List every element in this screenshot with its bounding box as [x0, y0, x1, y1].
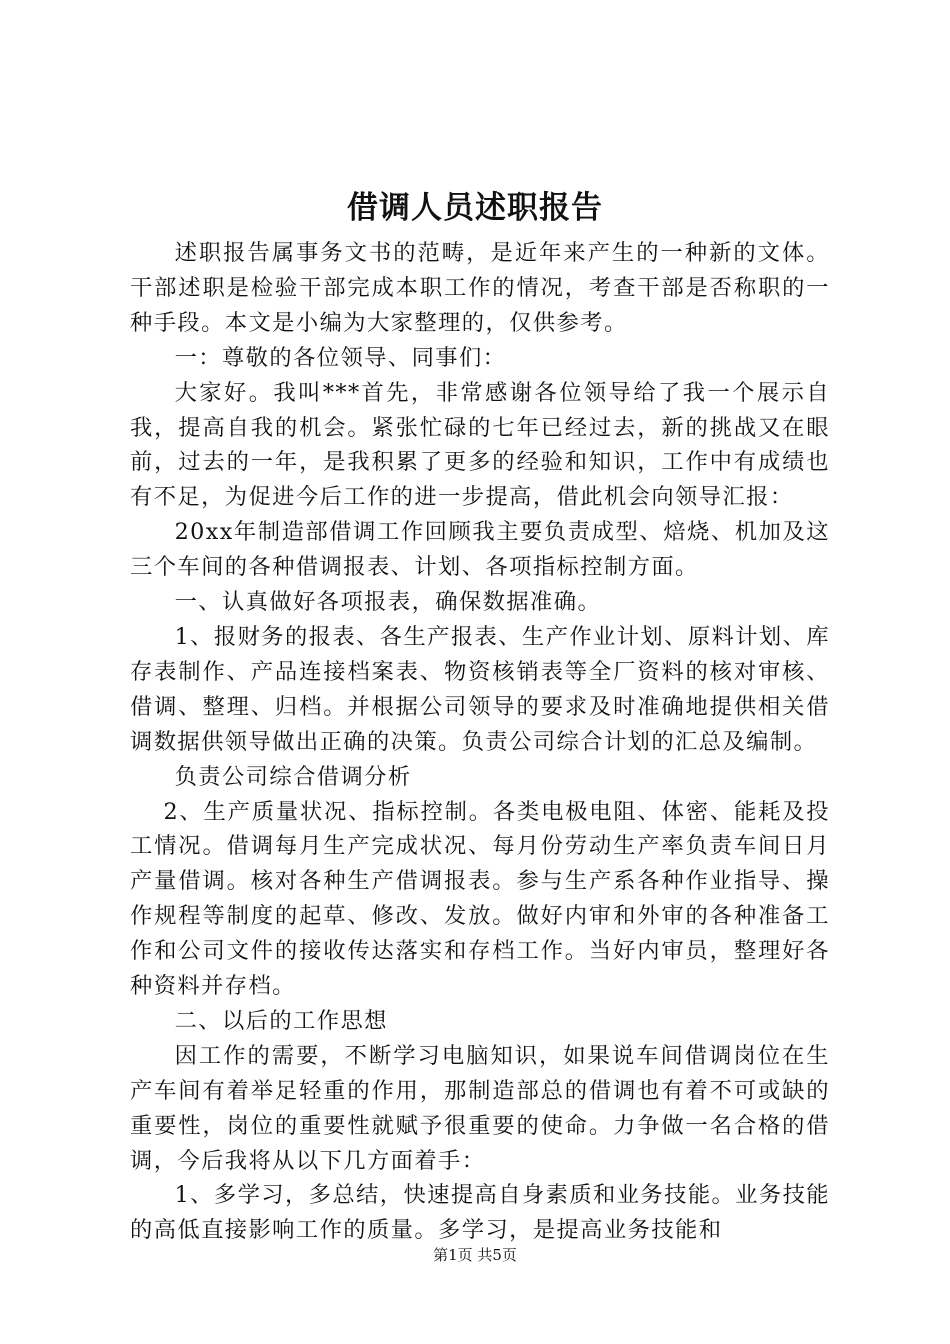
document-body	[130, 236, 830, 1248]
section-heading-1: 一、认真做好各项报表，确保数据准确。	[174, 589, 602, 616]
paragraph-analysis: 负责公司综合借调分析	[174, 763, 412, 790]
paragraph-intro: 述职报告属事务文书的范畴，是近年来产生的一种新的文体。干部述职是检验干部完成本职工作的情况，考查干部是否称职的一种手段。本文是小编为大家整理的，仅供参考。	[130, 240, 830, 336]
paragraph-review: 20xx年制造部借调工作回顾我主要负责成型、焙烧、机加及这三个车间的各种借调报表、计划、各项指标控制方面。	[130, 519, 830, 581]
paragraph-greeting: 一：尊敬的各位领导、同事们：	[174, 344, 507, 371]
document-title: 借调人员述职报告	[347, 190, 603, 226]
paragraph-item-1: 1、报财务的报表、各生产报表、生产作业计划、原料计划、库存表制作、产品连接档案表、物资核销表等全厂资料的核对审核、借调、整理、归档。并根据公司领导的要求及时准确地提供相关借调数据供领导做出正确的决策。负责公司综合计划的汇总及编制。	[130, 623, 830, 755]
paragraph-plan: 因工作的需要，不断学习电脑知识，如果说车间借调岗位在生产车间有着举足轻重的作用，那制造部总的借调也有着不可或缺的重要性，岗位的重要性就赋予很重要的使命。力争做一名合格的借调，今后我将从以下几方面着手：	[130, 1042, 830, 1174]
paragraph-opening: 大家好。我叫***首先，非常感谢各位领导给了我一个展示自我，提高自我的机会。紧张忙碌的七年已经过去，新的挑战又在眼前，过去的一年，是我积累了更多的经验和知识，工作中有成绩也有不足，为促进今后工作的进一步提高，借此机会向领导汇报：	[130, 379, 830, 511]
section-heading-2: 二、以后的工作思想	[174, 1007, 388, 1034]
page-footer: 第1页 共5页	[433, 1246, 517, 1264]
paragraph-item-2: 2、生产质量状况、指标控制。各类电极电阻、体密、能耗及投工情况。借调每月生产完成状况、每月份劳动生产率负责车间日月产量借调。核对各种生产借调报表。参与生产系各种作业指导、操作规程等制度的起草、修改、发放。做好内审和外审的各种准备工作和公司文件的接收传达落实和存档工作。当好内审员，整理好各种资料并存档。	[130, 798, 830, 1000]
paragraph-plan-item-1: 1、多学习，多总结，快速提高自身素质和业务技能。业务技能的高低直接影响工作的质量。多学习，是提高业务技能和	[130, 1182, 830, 1244]
